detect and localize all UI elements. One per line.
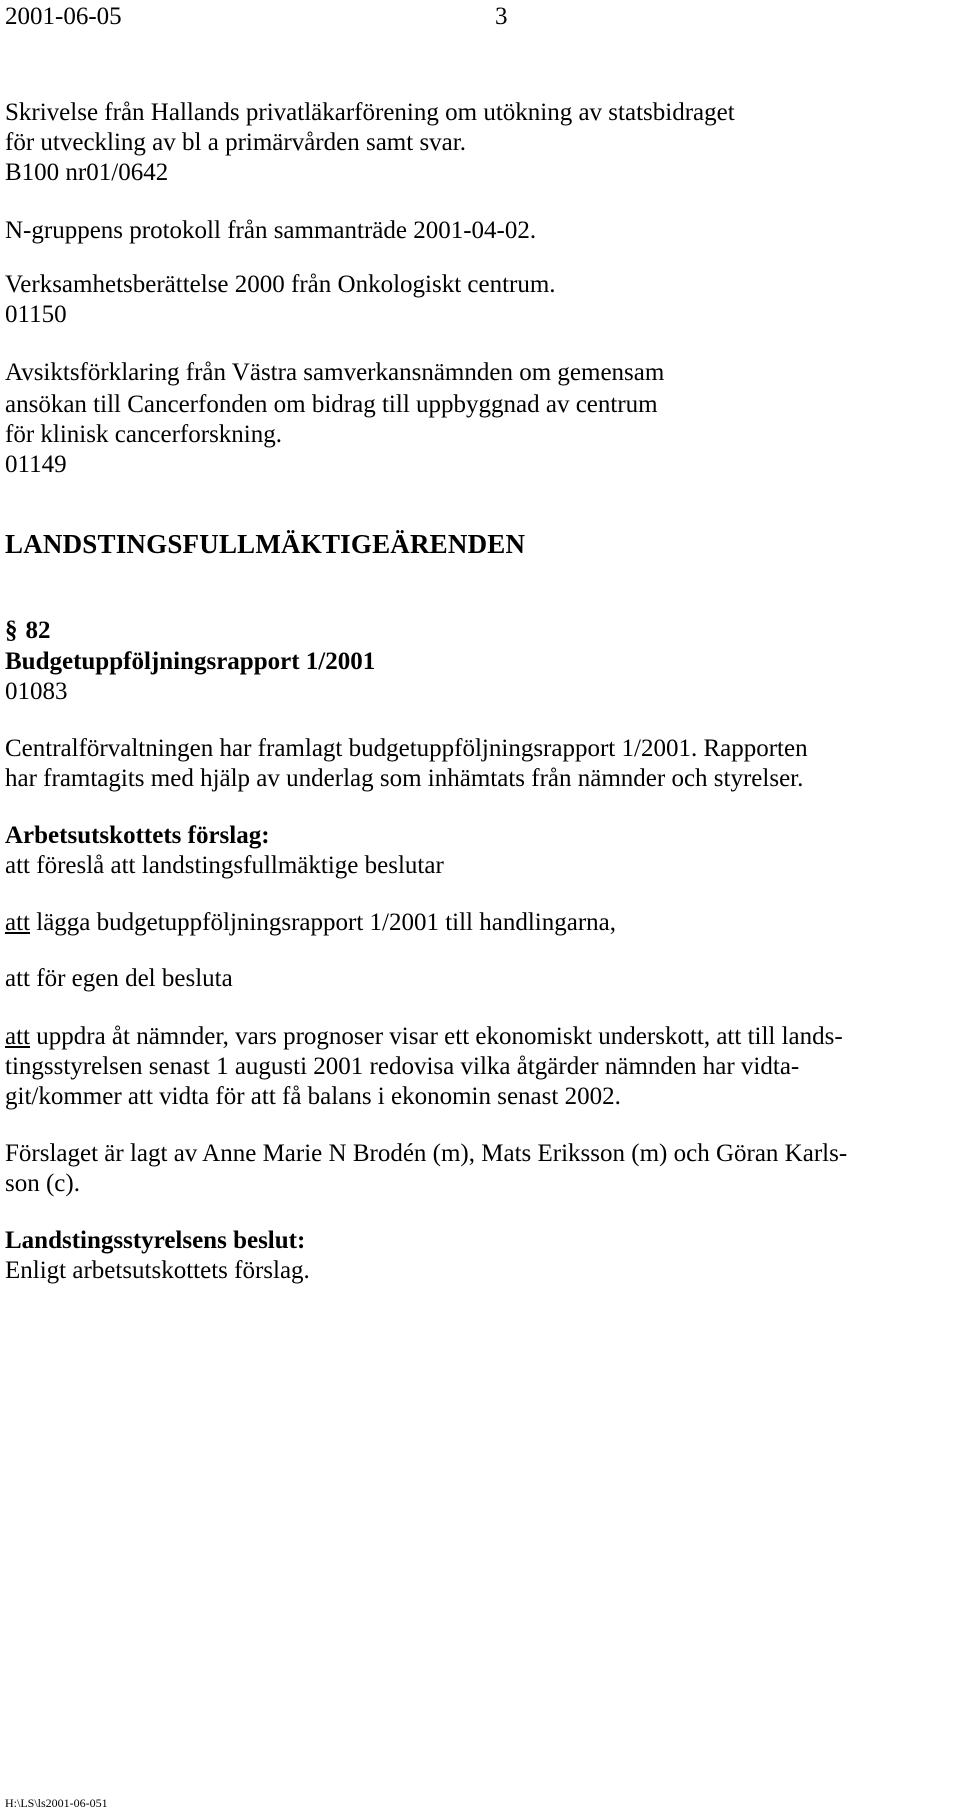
- case-body-line2: har framtagits med hjälp av underlag som inhämtats från nämnder och styrelser.: [5, 765, 804, 792]
- case-body-line1: Centralförvaltningen har framlagt budgetuppföljningsrapport 1/2001. Rapporten: [5, 735, 808, 762]
- item-hallands-line1: Skrivelse från Hallands privatläkarförening om utökning av statsbidraget: [5, 99, 735, 126]
- own-part-line: att för egen del besluta: [5, 965, 233, 992]
- item-vastra-ref: 01149: [5, 451, 67, 478]
- att-keyword: att: [5, 909, 30, 936]
- item-hallands-ref: B100 nr01/0642: [5, 159, 169, 186]
- att-clause-2-line1: [5, 1020, 843, 1054]
- att-clause-1: [5, 906, 616, 940]
- header-page-number: 3: [495, 3, 508, 30]
- item-hallands-line2: för utveckling av bl a primärvården samt svar.: [5, 129, 466, 156]
- decision-text: Enligt arbetsutskottets förslag.: [5, 1257, 310, 1284]
- case-title: Budgetuppföljningsrapport 1/2001: [5, 648, 376, 675]
- proposal-heading: Arbetsutskottets förslag:: [5, 822, 270, 849]
- header-date: 2001-06-05: [5, 3, 122, 30]
- proposal-intro: att föreslå att landstingsfullmäktige beslutar: [5, 852, 444, 879]
- case-number-line: [5, 614, 51, 648]
- item-onkologiskt-line1: Verksamhetsberättelse 2000 från Onkologiskt centrum.: [5, 271, 556, 298]
- section-heading: LANDSTINGSFULLMÄKTIGEÄRENDEN: [5, 529, 526, 559]
- section-symbol: §: [5, 617, 18, 644]
- footer-file-path: H:\LS\ls2001-06-051: [5, 1796, 108, 1810]
- item-onkologiskt-ref: 01150: [5, 301, 67, 328]
- decision-heading: Landstingsstyrelsens beslut:: [5, 1227, 306, 1254]
- att-clause-2-line3: git/kommer att vidta för att få balans i ekonomin senast 2002.: [5, 1083, 621, 1110]
- proposers-line1: Förslaget är lagt av Anne Marie N Brodén (m), Mats Eriksson (m) och Göran Karls-: [5, 1140, 848, 1167]
- item-vastra-line2: ansökan till Cancerfonden om bidrag till uppbyggnad av centrum: [5, 391, 658, 418]
- case-ref: 01083: [5, 678, 68, 705]
- att-keyword: att: [5, 1023, 30, 1050]
- att-clause-2-text: uppdra åt nämnder, vars prognoser visar ett ekonomiskt underskott, att till lands-: [30, 1023, 843, 1050]
- item-ngruppen-line1: N-gruppens protokoll från sammanträde 2001-04-02.: [5, 217, 537, 244]
- case-number: 82: [25, 617, 51, 644]
- item-vastra-line1: Avsiktsförklaring från Västra samverkansnämnden om gemensam: [5, 359, 665, 386]
- att-clause-1-text: lägga budgetuppföljningsrapport 1/2001 till handlingarna,: [30, 909, 616, 936]
- att-clause-2-line2: tingsstyrelsen senast 1 augusti 2001 redovisa vilka åtgärder nämnden har vidta-: [5, 1053, 800, 1080]
- proposers-line2: son (c).: [5, 1170, 80, 1197]
- item-vastra-line3: för klinisk cancerforskning.: [5, 421, 283, 448]
